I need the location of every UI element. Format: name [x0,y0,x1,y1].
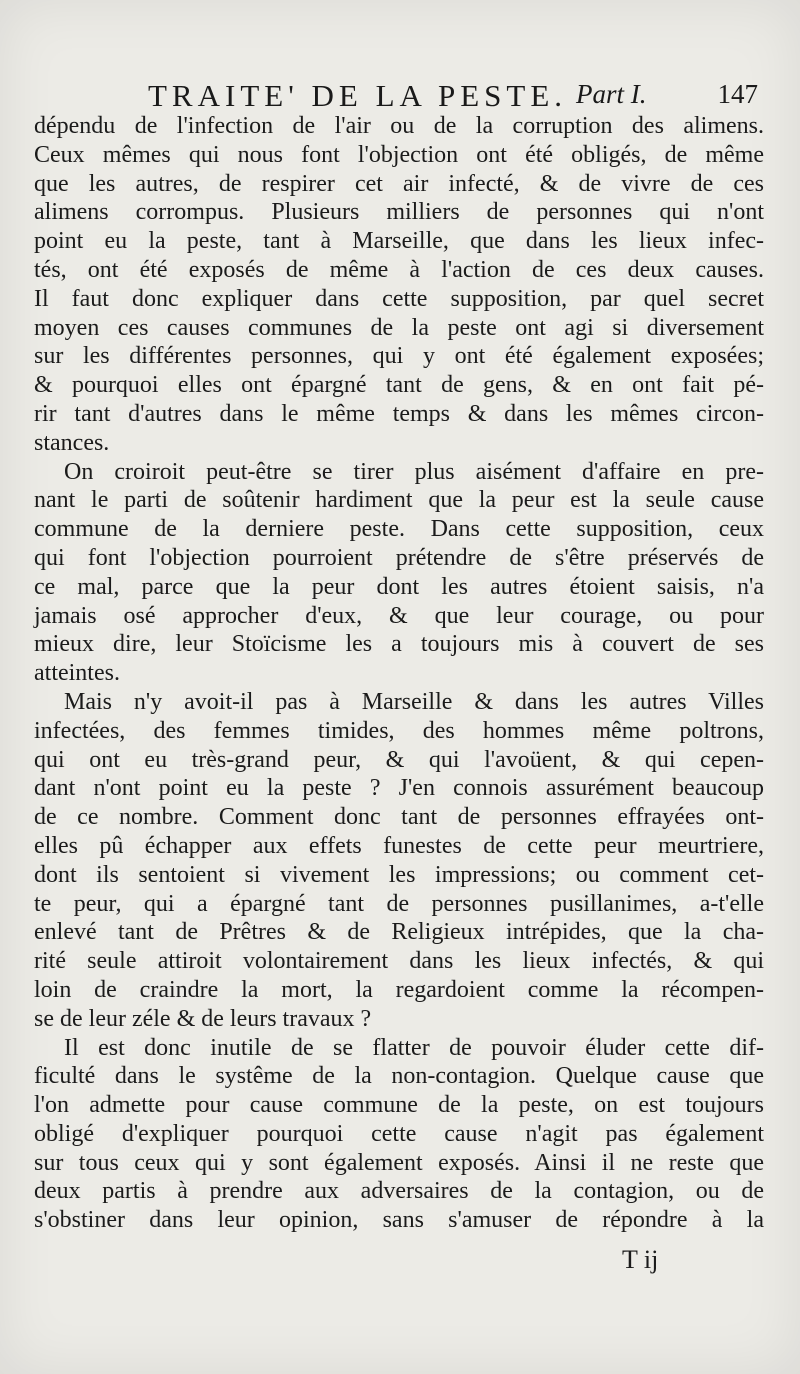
text-line: obligé d'expliquer pourquoi cette cause n'agit pas également [34,1120,764,1147]
text-line: deux partis à prendre aux adversaires de la contagion, ou de [34,1178,764,1205]
signature-mark: T ij [622,1245,659,1274]
text-line: Ceux mêmes qui nous font l'objection ont été obligés, de même [34,141,764,168]
text-line: jamais osé approcher d'eux, & que leur courage, ou pour [34,602,764,629]
text-line: mieux dire, leur Stoïcisme les a toujours mis à couvert de ses [34,631,764,658]
text-line: l'on admette pour cause commune de la peste, on est toujours [34,1092,764,1119]
text-line: sur tous ceux qui y sont également exposés. Ainsi il ne reste que [34,1149,764,1176]
text-line: atteintes. [34,660,120,687]
text-line: elles pû échapper aux effets funestes de cette peur meurtriere, [34,832,764,859]
text-line: ce mal, parce que la peur dont les autres étoient saisis, n'a [34,573,764,600]
text-line: qui ont eu très-grand peur, & qui l'avoüent, & qui cepen- [34,746,764,773]
text-line: stances. [34,429,110,456]
running-header [148,78,768,112]
text-line: loin de craindre la mort, la regardoient comme la récompen- [34,976,764,1003]
text-line: moyen ces causes communes de la peste ont agi si diversement [34,314,764,341]
text-line: infectées, des femmes timides, des hommes même poltrons, [34,717,764,744]
page-number: 147 [717,79,758,109]
text-line: Mais n'y avoit-il pas à Marseille & dans les autres Villes [64,688,764,715]
body-text [34,112,764,1235]
text-line: que les autres, de respirer cet air infecté, & de vivre de ces [34,170,764,197]
text-line: alimens corrompus. Plusieurs milliers de personnes qui n'ont [34,199,764,226]
text-line: commune de la derniere peste. Dans cette supposition, ceux [34,516,764,543]
text-line: te peur, qui a épargné tant de personnes pusillanimes, a-t'elle [34,890,764,917]
text-line: rir tant d'autres dans le même temps & dans les mêmes circon- [34,400,764,427]
text-line: dant n'ont point eu la peste ? J'en connois assurément beaucoup [34,775,764,802]
text-line: de ce nombre. Comment donc tant de personnes effrayées ont- [34,804,764,831]
text-line: point eu la peste, tant à Marseille, que dans les lieux infec- [34,228,764,255]
text-line: & pourquoi elles ont épargné tant de gens, & en ont fait pé- [34,372,764,399]
text-line: nant le parti de soûtenir hardiment que la peur est la seule cause [34,487,764,514]
text-line: enlevé tant de Prêtres & de Religieux intrépides, que la cha- [34,919,764,946]
text-line: Il faut donc expliquer dans cette supposition, par quel secret [34,285,764,312]
text-line: se de leur zéle & de leurs travaux ? [34,1005,372,1032]
header-part: Part I. [576,79,647,109]
text-line: On croiroit peut-être se tirer plus aisément d'affaire en pre- [64,458,764,485]
text-line: dépendu de l'infection de l'air ou de la corruption des alimens. [34,113,764,139]
text-line: tés, ont été exposés de même à l'action de ces deux causes. [34,256,764,283]
text-line: rité seule attiroit volontairement dans les lieux infectés, & qui [34,948,764,975]
text-line: ficulté dans le systême de la non-contagion. Quelque cause que [34,1063,764,1090]
text-line: qui font l'objection pourroient prétendre de s'être préservés de [34,544,764,571]
text-line: s'obstiner dans leur opinion, sans s'amuser de répondre à la [34,1207,764,1234]
text-line: sur les différentes personnes, qui y ont été également exposées; [34,343,764,370]
text-line: dont ils sentoient si vivement les impressions; ou comment cet- [34,861,764,888]
header-title: TRAITE' DE LA PESTE. [148,78,568,113]
text-line: Il est donc inutile de se flatter de pouvoir éluder cette dif- [64,1034,764,1061]
